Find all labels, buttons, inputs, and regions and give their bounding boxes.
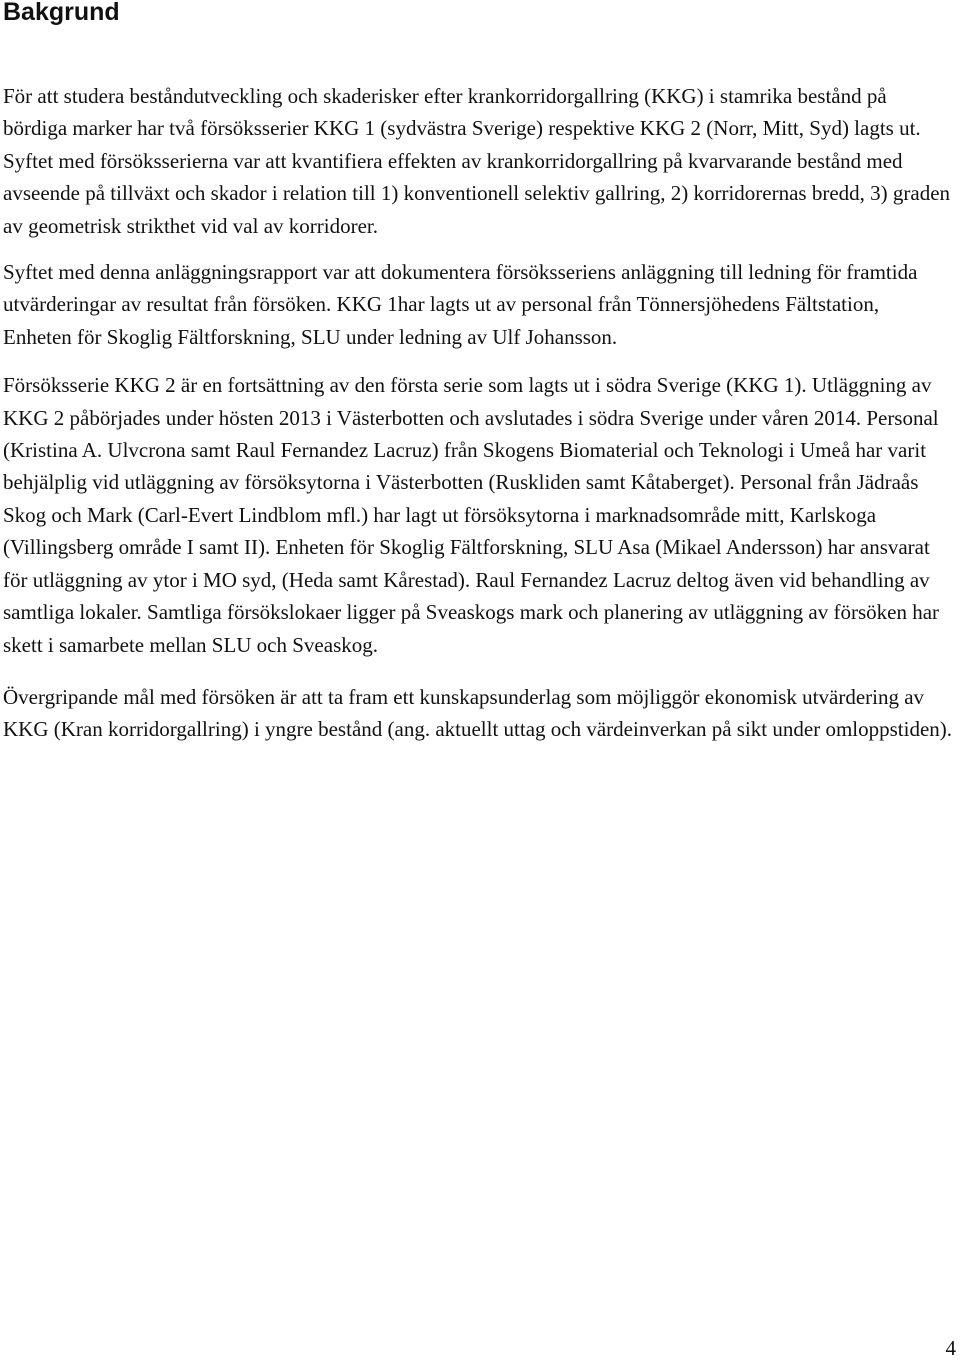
paragraph-3: Försöksserie KKG 2 är en fortsättning av den första serie som lagts ut i södra Sverige (KKG 1). Utläggning av KKG 2 påbörjades under hösten 2013 i Västerbotten och avslutades i södra Sverige under våren 2014. Personal (Kristina A. Ulvcrona samt Raul Fernandez Lacruz) från Skogens Biomaterial och Teknologi i Umeå har varit behjälplig vid utläggning av försöksytorna i Västerbotten (Ruskliden samt Kåtaberget). Personal från Jädraås Skog och Mark (Carl-Evert Lindblom mfl.) har lagt ut försöksytorna i marknadsområde mitt, Karlskoga (Villingsberg område I samt II). Enheten för Skoglig Fältforskning, SLU Asa (Mikael Andersson) har ansvarat för utläggning av ytor i MO syd, (Heda samt Kårestad). Raul Fernandez Lacruz deltog även vid behandling av samtliga lokaler. Samtliga försökslokaer ligger på Sveaskogs mark och planering av utläggning av försöken har skett i samarbete mellan SLU och Sveaskog. — [3, 373, 940, 657]
body-text — [3, 80, 953, 766]
paragraph-1: För att studera beståndutveckling och skaderisker efter krankorridorgallring (KKG) i stamrika bestånd på bördiga marker har två försöksserier KKG 1 (sydvästra Sverige) respektive KKG 2 (Norr, Mitt, Syd) lagts ut. Syftet med försöksserierna var att kvantifiera effekten av krankorridorgallring på kvarvarande bestånd med avseende på tillväxt och skador i relation till 1) konventionell selektiv gallring, 2) korridorernas bredd, 3) graden av geometrisk strikthet vid val av korridorer. — [3, 84, 951, 238]
section-heading: Bakgrund — [3, 0, 120, 26]
paragraph-2: Syftet med denna anläggningsrapport var att dokumentera försöksseriens anläggning till ledning för framtida utvärderingar av resultat från försöken. KKG 1har lagts ut av personal från Tönnersjöhedens Fältstation, Enheten för Skoglig Fältforskning, SLU under ledning av Ulf Johansson. — [3, 260, 918, 349]
paragraph-4: Övergripande mål med försöken är att ta fram ett kunskapsunderlag som möjliggör ekonomisk utvärdering av KKG (Kran korridorgallring) i yngre bestånd (ang. aktuellt uttag och värdeinverkan på sikt under omloppstiden). — [3, 684, 953, 742]
page-number: 4 — [945, 1336, 956, 1360]
